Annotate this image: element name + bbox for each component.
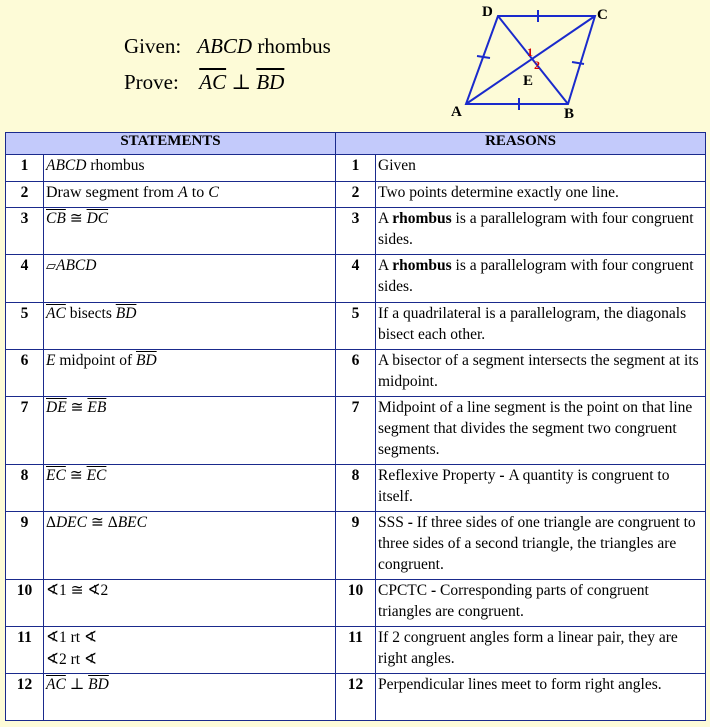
table-row	[6, 512, 706, 580]
reason-number: 5	[336, 303, 376, 350]
statement: ΔDEC ≅ ΔBEC	[44, 512, 336, 580]
table-row	[6, 674, 706, 721]
reason-number: 11	[336, 627, 376, 674]
header-statements: STATEMENTS	[6, 133, 336, 155]
statement-number: 3	[6, 208, 44, 255]
statement: ▱ABCD	[44, 255, 336, 303]
statement-number: 1	[6, 155, 44, 182]
statement: E midpoint of $\overline{BD}$	[44, 350, 336, 397]
table-row	[6, 255, 706, 303]
reason: Reflexive Property - A quantity is congruent to itself.	[376, 465, 706, 512]
tick-da	[477, 56, 490, 58]
table-row	[6, 208, 706, 255]
statement-line-2: ∢2 rt ∢	[46, 651, 97, 668]
reason-number: 10	[336, 580, 376, 627]
statement-number: 12	[6, 674, 44, 721]
perpendicular-symbol: ⊥	[231, 70, 252, 94]
reason-number: 3	[336, 208, 376, 255]
label-e: E	[523, 73, 534, 89]
label-angle-2: 2	[534, 58, 540, 72]
table-row	[6, 303, 706, 350]
rhombus-diagram	[440, 0, 620, 125]
prove-segment-bd: $\overline{BD}$	[256, 70, 285, 94]
statement-number: 4	[6, 255, 44, 303]
statement: $\overline{AC}$ bisects $\overline{BD}$	[44, 303, 336, 350]
prove-label: Prove:	[124, 70, 179, 94]
reason: CPCTC - Corresponding parts of congruent triangles are congruent.	[376, 580, 706, 627]
diagonal-ac	[466, 16, 595, 104]
reason: A rhombus is a parallelogram with four congruent sides.	[376, 255, 706, 303]
reason-number: 6	[336, 350, 376, 397]
label-d: D	[482, 4, 493, 20]
reason-number: 8	[336, 465, 376, 512]
reason: Given	[376, 155, 706, 182]
label-a: A	[451, 104, 462, 120]
statement: Draw segment from A to C	[44, 182, 336, 208]
reason: Perpendicular lines meet to form right angles.	[376, 674, 706, 721]
reason: Two points determine exactly one line.	[376, 182, 706, 208]
table-row	[6, 350, 706, 397]
reason-number: 1	[336, 155, 376, 182]
label-c: C	[597, 7, 608, 23]
statement-number: 8	[6, 465, 44, 512]
given-line	[124, 28, 331, 64]
statement-number: 9	[6, 512, 44, 580]
header-reasons: REASONS	[336, 133, 706, 155]
reason-number: 2	[336, 182, 376, 208]
prove-line	[124, 64, 331, 100]
reason-number: 7	[336, 397, 376, 465]
reason: A rhombus is a parallelogram with four congruent sides.	[376, 208, 706, 255]
given-word: rhombus	[257, 34, 331, 58]
statement: ABCD rhombus	[44, 155, 336, 182]
reason: A bisector of a segment intersects the segment at its midpoint.	[376, 350, 706, 397]
statement-line-1: ∢1 rt ∢	[46, 629, 97, 646]
table-row	[6, 465, 706, 512]
diagonal-bd	[498, 16, 568, 104]
statement-number: 11	[6, 627, 44, 674]
statement: $\overline{AC}$ ⊥ $\overline{BD}$	[44, 674, 336, 721]
table-row	[6, 397, 706, 465]
prove-segment-ac: $\overline{AC}$	[199, 70, 227, 94]
proof-table	[5, 132, 706, 721]
table-row	[6, 155, 706, 182]
statement: $\overline{CB}$ ≅ $\overline{DC}$	[44, 208, 336, 255]
statement: $\overline{DE}$ ≅ $\overline{EB}$	[44, 397, 336, 465]
tick-bc	[572, 62, 584, 64]
given-prove-block	[124, 28, 331, 100]
reason-number: 9	[336, 512, 376, 580]
reason: If a quadrilateral is a parallelogram, the diagonals bisect each other.	[376, 303, 706, 350]
statement-number: 10	[6, 580, 44, 627]
reason: Midpoint of a line segment is the point on that line segment that divides the segment two congruent segments.	[376, 397, 706, 465]
label-b: B	[564, 106, 575, 122]
given-figure: ABCD	[197, 34, 253, 58]
statement: ∢1 ≅ ∢2	[44, 580, 336, 627]
table-header-row	[6, 133, 706, 155]
table-row	[6, 627, 706, 674]
table-row	[6, 182, 706, 208]
statement-number: 7	[6, 397, 44, 465]
reason-number: 12	[336, 674, 376, 721]
statement: $\overline{EC}$ ≅ $\overline{EC}$	[44, 465, 336, 512]
label-angle-1: 1	[527, 45, 533, 59]
given-label: Given:	[124, 34, 182, 58]
reason: If 2 congruent angles form a linear pair, they are right angles.	[376, 627, 706, 674]
statement-number: 6	[6, 350, 44, 397]
table-row	[6, 580, 706, 627]
statement	[44, 627, 336, 674]
statement-number: 2	[6, 182, 44, 208]
reason-number: 4	[336, 255, 376, 303]
statement-number: 5	[6, 303, 44, 350]
reason: SSS - If three sides of one triangle are congruent to three sides of a second triangle, the triangles are congruent.	[376, 512, 706, 580]
